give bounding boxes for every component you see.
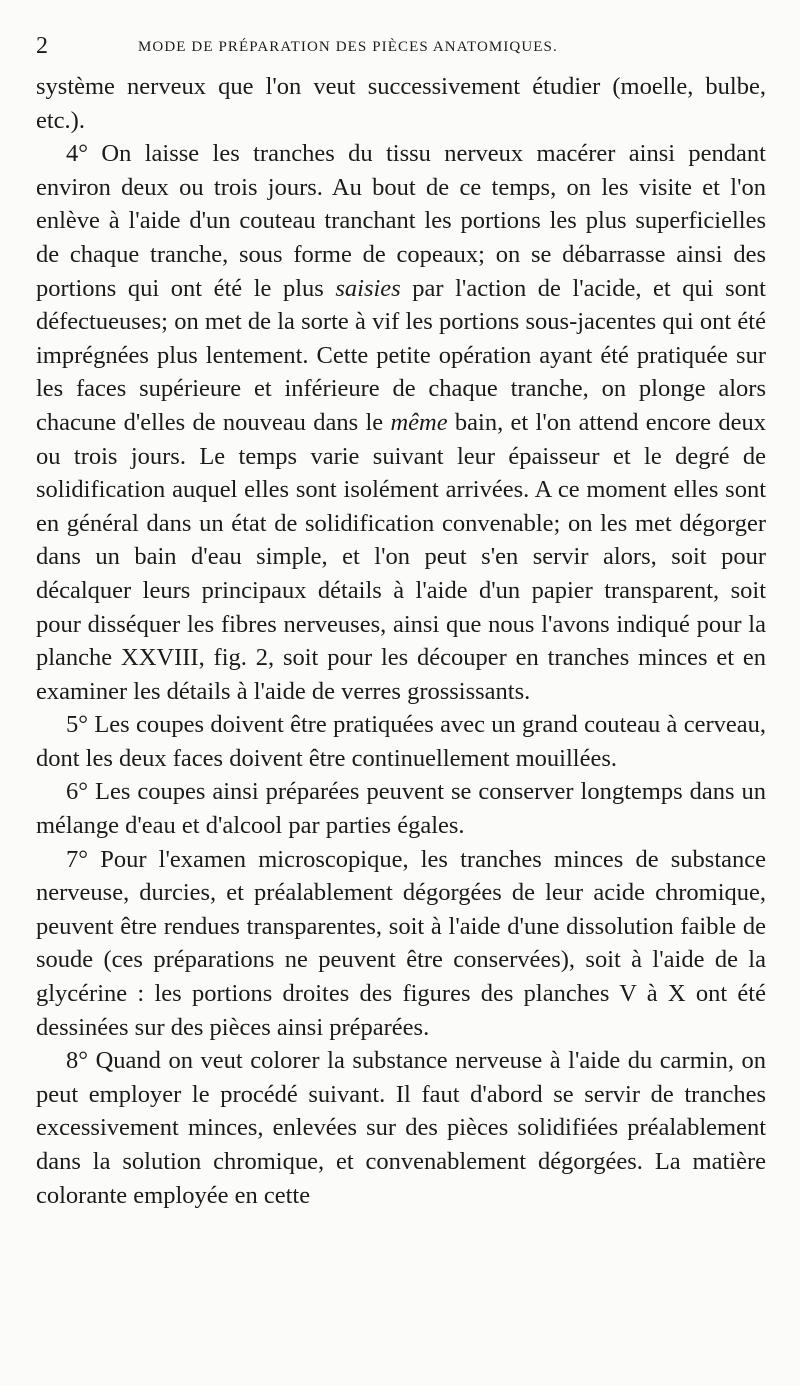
text-run: 8° Quand on veut colorer la substance nerveuse à l'aide du carmin, on peut employer le procédé suivant. Il faut d'abord se servir de tranches excessivement minces, enlevées sur des pièces solidifiées préalablement dans la solution chromique, et convenablement dégorgées. La matière colorante employée en cette: [36, 1047, 766, 1209]
italic-text: même: [390, 408, 448, 436]
paragraph-step-5: [36, 708, 766, 775]
text-run: 4° On laisse les tranches du tissu nerveux macérer ainsi pendant environ deux ou trois jours. Au bout de ce temps, on les visite et l'on enlève à l'aide d'un couteau tranchant les portions les plus superficielles de chaque tranche, sous forme de copeaux; on se débarrasse ainsi des portions qui ont été le plus: [36, 140, 766, 302]
paragraph-step-8: [36, 1044, 766, 1212]
body-text: [36, 70, 766, 1212]
paragraph-step-7: [36, 843, 766, 1045]
running-head: [36, 34, 776, 58]
text-run: système nerveux que l'on veut successivement étudier (moelle, bulbe, etc.).: [36, 73, 766, 134]
text-run: 7° Pour l'examen microscopique, les tranches minces de substance nerveuse, durcies, et préalablement dégorgées de leur acide chromique, peuvent être rendues transparentes, soit à l'aide d'une dissolution faible de soude (ces préparations ne peuvent être conservées), soit à l'aide de la glycérine : les portions droites des figures des planches V à X ont été dessinées sur des pièces ainsi préparées.: [36, 845, 766, 1041]
text-run: 6° Les coupes ainsi préparées peuvent se conserver longtemps dans un mélange d'eau et d'alcool par parties égales.: [36, 778, 766, 840]
text-run: 5° Les coupes doivent être pratiquées avec un grand couteau à cerveau, dont les deux faces doivent être continuellement mouillées.: [36, 711, 766, 772]
text-run: par l'action de l'acide, et qui sont défectueuses; on met de la sorte à vif les portions sous-jacentes qui ont été imprégnées plus lentement. Cette petite opération ayant été pratiquée sur les faces supérieure et inférieure de chaque tranche, on plonge alors chacune d'elles de nouveau dans le: [36, 274, 766, 436]
paragraph-continuation: [36, 70, 766, 137]
paragraph-step-6: [36, 775, 766, 842]
paragraph-step-4: [36, 137, 766, 708]
italic-text: saisies: [335, 274, 401, 302]
text-run: bain, et l'on attend encore deux ou trois jours. Le temps varie suivant leur épaisseur et le degré de solidification auquel elles sont isolément arrivées. A ce moment elles sont en général dans un état de solidification convenable; on les met dégorger dans un bain d'eau simple, et l'on peut s'en servir alors, soit pour décalquer leurs principaux détails à l'aide d'un papier transparent, soit pour disséquer les fibres nerveuses, ainsi que nous l'avons indiqué pour la planche XXVIII, fig. 2, soit pour les découper en tranches minces et en examiner les détails à l'aide de verres grossissants.: [36, 408, 766, 705]
running-title: MODE DE PRÉPARATION DES PIÈCES ANATOMIQUES.: [138, 39, 558, 55]
page-number: 2: [36, 33, 49, 59]
